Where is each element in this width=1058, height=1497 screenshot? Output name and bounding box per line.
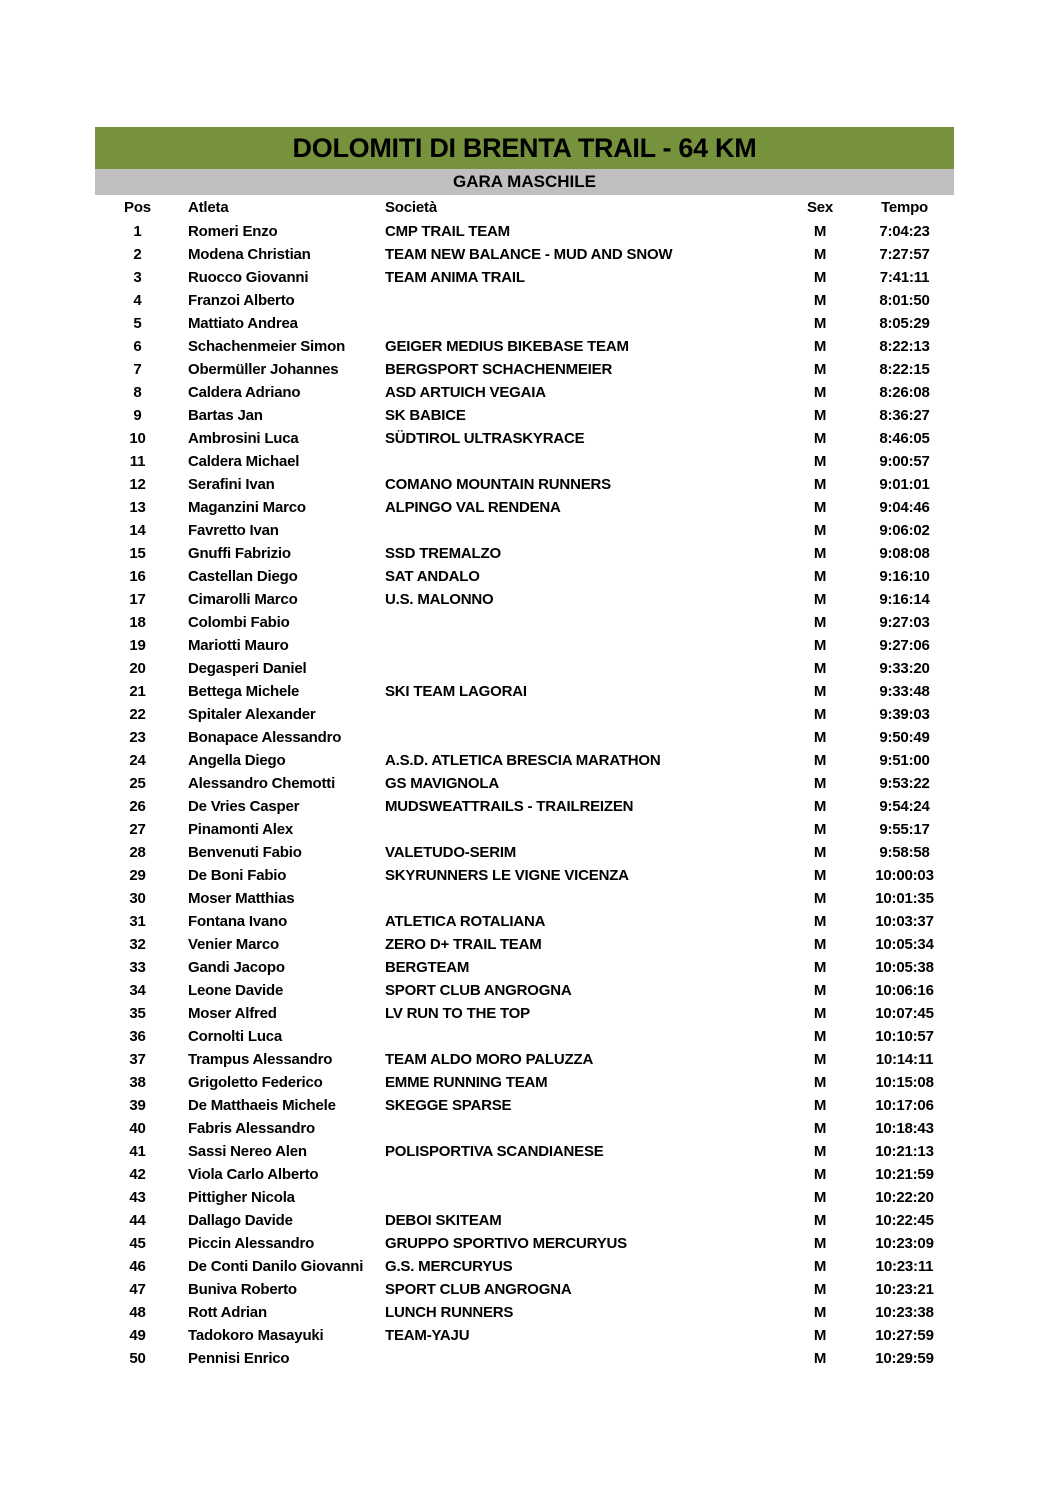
row-sex: M xyxy=(813,752,827,769)
row-societa: SSD TREMALZO xyxy=(385,545,501,562)
row-tempo: 9:00:57 xyxy=(879,453,930,470)
row-pos: 33 xyxy=(129,959,146,976)
row-pos: 50 xyxy=(129,1350,146,1367)
row-tempo: 10:21:13 xyxy=(875,1143,934,1160)
table-row xyxy=(95,611,954,634)
row-pos: 7 xyxy=(133,361,142,378)
row-tempo: 8:22:13 xyxy=(879,338,930,355)
row-societa: EMME RUNNING TEAM xyxy=(385,1074,548,1091)
row-atleta: Dallago Davide xyxy=(188,1212,293,1229)
row-atleta: Favretto Ivan xyxy=(188,522,279,539)
row-societa: COMANO MOUNTAIN RUNNERS xyxy=(385,476,611,493)
row-tempo: 10:01:35 xyxy=(875,890,934,907)
row-pos: 4 xyxy=(133,292,142,309)
row-societa: GEIGER MEDIUS BIKEBASE TEAM xyxy=(385,338,629,355)
table-row xyxy=(95,519,954,542)
row-pos: 32 xyxy=(129,936,146,953)
row-pos: 23 xyxy=(129,729,146,746)
row-pos: 14 xyxy=(129,522,146,539)
row-societa: SK BABICE xyxy=(385,407,466,424)
table-row xyxy=(95,703,954,726)
row-sex: M xyxy=(813,292,827,309)
row-pos: 27 xyxy=(129,821,146,838)
row-atleta: Fontana Ivano xyxy=(188,913,288,930)
row-societa: SPORT CLUB ANGROGNA xyxy=(385,1281,572,1298)
row-atleta: De Conti Danilo Giovanni xyxy=(188,1258,364,1275)
row-tempo: 7:27:57 xyxy=(879,246,930,263)
row-sex: M xyxy=(813,729,827,746)
row-atleta: Fabris Alessandro xyxy=(188,1120,315,1137)
row-atleta: Gandi Jacopo xyxy=(188,959,285,976)
row-societa: VALETUDO-SERIM xyxy=(385,844,517,861)
row-atleta: Leone Davide xyxy=(188,982,284,999)
row-pos: 43 xyxy=(129,1189,146,1206)
table-row xyxy=(95,1002,954,1025)
row-pos: 16 xyxy=(129,568,146,585)
row-societa: ZERO D+ TRAIL TEAM xyxy=(385,936,542,953)
row-tempo: 8:05:29 xyxy=(879,315,930,332)
row-societa: CMP TRAIL TEAM xyxy=(385,223,510,240)
row-pos: 1 xyxy=(133,223,142,240)
row-atleta: Serafini Ivan xyxy=(188,476,275,493)
table-row xyxy=(95,404,954,427)
row-pos: 37 xyxy=(129,1051,146,1068)
table-row xyxy=(95,1048,954,1071)
row-societa: TEAM NEW BALANCE - MUD AND SNOW xyxy=(385,246,673,263)
row-tempo: 10:03:37 xyxy=(875,913,934,930)
row-pos: 24 xyxy=(129,752,146,769)
row-pos: 9 xyxy=(133,407,142,424)
row-pos: 6 xyxy=(133,338,142,355)
row-societa: TEAM ALDO MORO PALUZZA xyxy=(385,1051,594,1068)
row-atleta: Obermüller Johannes xyxy=(188,361,339,378)
row-pos: 20 xyxy=(129,660,146,677)
row-atleta: Benvenuti Fabio xyxy=(188,844,302,861)
row-atleta: Mariotti Mauro xyxy=(188,637,289,654)
row-atleta: Bonapace Alessandro xyxy=(188,729,342,746)
row-pos: 28 xyxy=(129,844,146,861)
table-row xyxy=(95,1255,954,1278)
row-tempo: 10:23:38 xyxy=(875,1304,934,1321)
row-pos: 2 xyxy=(133,246,142,263)
row-pos: 12 xyxy=(129,476,146,493)
row-sex: M xyxy=(813,1143,827,1160)
race-category: GARA MASCHILE xyxy=(453,172,596,191)
row-atleta: Bartas Jan xyxy=(188,407,263,424)
header-atleta: Atleta xyxy=(188,199,229,216)
row-atleta: Mattiato Andrea xyxy=(188,315,298,332)
row-sex: M xyxy=(813,775,827,792)
row-sex: M xyxy=(813,1051,827,1068)
row-atleta: Modena Christian xyxy=(188,246,311,263)
table-row xyxy=(95,473,954,496)
row-sex: M xyxy=(813,1258,827,1275)
row-pos: 22 xyxy=(129,706,146,723)
row-tempo: 8:26:08 xyxy=(879,384,930,401)
row-atleta: De Boni Fabio xyxy=(188,867,287,884)
header-pos: Pos xyxy=(124,199,151,216)
row-atleta: Piccin Alessandro xyxy=(188,1235,315,1252)
row-atleta: Bettega Michele xyxy=(188,683,300,700)
row-sex: M xyxy=(813,890,827,907)
row-societa: BERGSPORT SCHACHENMEIER xyxy=(385,361,613,378)
table-row xyxy=(95,1094,954,1117)
table-row xyxy=(95,772,954,795)
table-row xyxy=(95,1163,954,1186)
row-societa: SÜDTIROL ULTRASKYRACE xyxy=(385,430,585,447)
table-row xyxy=(95,1071,954,1094)
row-sex: M xyxy=(813,361,827,378)
table-row xyxy=(95,887,954,910)
row-societa: DEBOI SKITEAM xyxy=(385,1212,502,1229)
row-tempo: 9:27:06 xyxy=(879,637,930,654)
row-sex: M xyxy=(813,223,827,240)
row-tempo: 10:18:43 xyxy=(875,1120,934,1137)
row-tempo: 9:08:08 xyxy=(879,545,930,562)
table-row xyxy=(95,1324,954,1347)
row-tempo: 10:22:20 xyxy=(875,1189,934,1206)
row-atleta: Degasperi Daniel xyxy=(188,660,307,677)
row-pos: 36 xyxy=(129,1028,146,1045)
row-tempo: 9:39:03 xyxy=(879,706,930,723)
row-tempo: 10:00:03 xyxy=(875,867,934,884)
header-sex: Sex xyxy=(806,199,834,216)
row-sex: M xyxy=(813,338,827,355)
row-pos: 47 xyxy=(129,1281,146,1298)
row-sex: M xyxy=(813,637,827,654)
row-tempo: 9:55:17 xyxy=(879,821,930,838)
row-atleta: Angella Diego xyxy=(188,752,286,769)
row-tempo: 10:23:09 xyxy=(875,1235,934,1252)
row-atleta: Franzoi Alberto xyxy=(188,292,295,309)
table-row xyxy=(95,220,954,243)
table-header-row xyxy=(95,195,954,220)
row-sex: M xyxy=(813,1350,827,1367)
row-atleta: Viola Carlo Alberto xyxy=(188,1166,319,1183)
row-atleta: Pinamonti Alex xyxy=(188,821,293,838)
row-societa: POLISPORTIVA SCANDIANESE xyxy=(385,1143,604,1160)
row-pos: 41 xyxy=(129,1143,146,1160)
row-tempo: 9:51:00 xyxy=(879,752,930,769)
row-atleta: Colombi Fabio xyxy=(188,614,290,631)
row-societa: U.S. MALONNO xyxy=(385,591,494,608)
row-pos: 46 xyxy=(129,1258,146,1275)
row-atleta: Spitaler Alexander xyxy=(188,706,316,723)
row-sex: M xyxy=(813,1304,827,1321)
row-atleta: De Matthaeis Michele xyxy=(188,1097,336,1114)
row-pos: 30 xyxy=(129,890,146,907)
row-sex: M xyxy=(813,706,827,723)
row-atleta: Venier Marco xyxy=(188,936,279,953)
row-sex: M xyxy=(813,568,827,585)
row-sex: M xyxy=(813,1097,827,1114)
row-sex: M xyxy=(813,936,827,953)
row-tempo: 9:27:03 xyxy=(879,614,930,631)
row-sex: M xyxy=(813,545,827,562)
row-societa: G.S. MERCURYUS xyxy=(385,1258,513,1275)
row-pos: 44 xyxy=(129,1212,146,1229)
row-atleta: Gnuffi Fabrizio xyxy=(188,545,291,562)
row-societa: ALPINGO VAL RENDENA xyxy=(385,499,561,516)
row-tempo: 7:41:11 xyxy=(879,269,930,286)
table-row xyxy=(95,1186,954,1209)
row-atleta: Maganzini Marco xyxy=(188,499,306,516)
table-row xyxy=(95,1232,954,1255)
results-table-body xyxy=(95,220,954,1370)
row-atleta: Castellan Diego xyxy=(188,568,298,585)
row-pos: 25 xyxy=(129,775,146,792)
row-atleta: Sassi Nereo Alen xyxy=(188,1143,307,1160)
row-tempo: 10:23:21 xyxy=(875,1281,934,1298)
row-tempo: 10:27:59 xyxy=(875,1327,934,1344)
table-row xyxy=(95,749,954,772)
row-societa: SKEGGE SPARSE xyxy=(385,1097,512,1114)
table-row xyxy=(95,266,954,289)
row-tempo: 9:04:46 xyxy=(879,499,930,516)
row-tempo: 9:58:58 xyxy=(879,844,930,861)
table-row xyxy=(95,910,954,933)
row-tempo: 10:10:57 xyxy=(875,1028,934,1045)
row-societa: A.S.D. ATLETICA BRESCIA MARATHON xyxy=(385,752,661,769)
row-atleta: Caldera Michael xyxy=(188,453,300,470)
row-pos: 31 xyxy=(129,913,146,930)
table-row xyxy=(95,657,954,680)
row-tempo: 9:53:22 xyxy=(879,775,930,792)
row-pos: 5 xyxy=(133,315,142,332)
table-row xyxy=(95,427,954,450)
row-atleta: Cornolti Luca xyxy=(188,1028,283,1045)
row-societa: LUNCH RUNNERS xyxy=(385,1304,514,1321)
results-document xyxy=(95,127,954,1370)
row-sex: M xyxy=(813,1074,827,1091)
row-atleta: Cimarolli Marco xyxy=(188,591,298,608)
row-atleta: Trampus Alessandro xyxy=(188,1051,333,1068)
row-sex: M xyxy=(813,407,827,424)
row-societa: GS MAVIGNOLA xyxy=(385,775,499,792)
row-tempo: 9:33:20 xyxy=(879,660,930,677)
row-tempo: 8:46:05 xyxy=(879,430,930,447)
row-societa: MUDSWEATTRAILS - TRAILREIZEN xyxy=(385,798,634,815)
row-sex: M xyxy=(813,660,827,677)
row-atleta: Rott Adrian xyxy=(188,1304,267,1321)
row-sex: M xyxy=(813,1005,827,1022)
row-atleta: Alessandro Chemotti xyxy=(188,775,336,792)
row-societa: TEAM ANIMA TRAIL xyxy=(385,269,525,286)
row-pos: 48 xyxy=(129,1304,146,1321)
row-societa: LV RUN TO THE TOP xyxy=(385,1005,530,1022)
row-sex: M xyxy=(813,982,827,999)
row-sex: M xyxy=(813,1028,827,1045)
race-category-banner xyxy=(95,169,954,195)
table-row xyxy=(95,864,954,887)
row-tempo: 10:29:59 xyxy=(875,1350,934,1367)
header-societa: Società xyxy=(385,199,437,216)
row-tempo: 10:05:38 xyxy=(875,959,934,976)
row-sex: M xyxy=(813,384,827,401)
row-sex: M xyxy=(813,1120,827,1137)
table-row xyxy=(95,588,954,611)
row-tempo: 9:50:49 xyxy=(879,729,930,746)
row-pos: 19 xyxy=(129,637,146,654)
table-row xyxy=(95,1278,954,1301)
table-row xyxy=(95,1117,954,1140)
row-pos: 3 xyxy=(133,269,142,286)
table-row xyxy=(95,289,954,312)
row-sex: M xyxy=(813,315,827,332)
row-atleta: Ambrosini Luca xyxy=(188,430,299,447)
table-row xyxy=(95,496,954,519)
row-pos: 35 xyxy=(129,1005,146,1022)
row-tempo: 10:06:16 xyxy=(875,982,934,999)
row-atleta: Romeri Enzo xyxy=(188,223,278,240)
row-tempo: 10:22:45 xyxy=(875,1212,934,1229)
table-row xyxy=(95,312,954,335)
table-row xyxy=(95,979,954,1002)
row-tempo: 10:21:59 xyxy=(875,1166,934,1183)
row-atleta: Schachenmeier Simon xyxy=(188,338,346,355)
row-pos: 38 xyxy=(129,1074,146,1091)
table-row xyxy=(95,818,954,841)
row-sex: M xyxy=(813,430,827,447)
row-sex: M xyxy=(813,1235,827,1252)
row-pos: 10 xyxy=(129,430,146,447)
row-pos: 29 xyxy=(129,867,146,884)
table-row xyxy=(95,1209,954,1232)
row-pos: 26 xyxy=(129,798,146,815)
table-row xyxy=(95,634,954,657)
row-sex: M xyxy=(813,614,827,631)
row-tempo: 10:05:34 xyxy=(875,936,934,953)
row-tempo: 8:36:27 xyxy=(879,407,930,424)
row-societa: SAT ANDALO xyxy=(385,568,480,585)
table-row xyxy=(95,381,954,404)
row-tempo: 9:54:24 xyxy=(879,798,930,815)
table-row xyxy=(95,1347,954,1370)
row-tempo: 9:33:48 xyxy=(879,683,930,700)
row-sex: M xyxy=(813,844,827,861)
row-tempo: 10:07:45 xyxy=(875,1005,934,1022)
row-pos: 34 xyxy=(129,982,146,999)
table-row xyxy=(95,542,954,565)
row-societa: TEAM-YAJU xyxy=(385,1327,470,1344)
header-tempo: Tempo xyxy=(880,199,929,216)
row-sex: M xyxy=(813,1166,827,1183)
row-atleta: Pittigher Nicola xyxy=(188,1189,295,1206)
table-row xyxy=(95,335,954,358)
row-sex: M xyxy=(813,959,827,976)
row-pos: 13 xyxy=(129,499,146,516)
row-pos: 21 xyxy=(129,683,146,700)
table-row xyxy=(95,565,954,588)
row-pos: 39 xyxy=(129,1097,146,1114)
row-societa: ATLETICA ROTALIANA xyxy=(385,913,546,930)
row-pos: 45 xyxy=(129,1235,146,1252)
row-tempo: 10:23:11 xyxy=(875,1258,934,1275)
row-pos: 18 xyxy=(129,614,146,631)
table-row xyxy=(95,450,954,473)
table-row xyxy=(95,358,954,381)
table-row xyxy=(95,726,954,749)
row-societa: GRUPPO SPORTIVO MERCURYUS xyxy=(385,1235,627,1252)
row-sex: M xyxy=(813,453,827,470)
row-sex: M xyxy=(813,1281,827,1298)
table-row xyxy=(95,933,954,956)
row-sex: M xyxy=(813,499,827,516)
row-societa: SKI TEAM LAGORAI xyxy=(385,683,527,700)
row-societa: SKYRUNNERS LE VIGNE VICENZA xyxy=(385,867,629,884)
row-atleta: Buniva Roberto xyxy=(188,1281,297,1298)
table-row xyxy=(95,795,954,818)
row-tempo: 9:16:14 xyxy=(879,591,930,608)
row-pos: 42 xyxy=(129,1166,146,1183)
row-tempo: 10:15:08 xyxy=(875,1074,934,1091)
race-title-banner xyxy=(95,127,954,169)
row-societa: ASD ARTUICH VEGAIA xyxy=(385,384,546,401)
row-sex: M xyxy=(813,591,827,608)
table-row xyxy=(95,1025,954,1048)
table-row xyxy=(95,680,954,703)
row-pos: 11 xyxy=(129,453,146,470)
row-tempo: 10:17:06 xyxy=(875,1097,934,1114)
table-row xyxy=(95,1140,954,1163)
row-tempo: 8:01:50 xyxy=(879,292,930,309)
row-pos: 17 xyxy=(129,591,146,608)
table-row xyxy=(95,956,954,979)
row-pos: 15 xyxy=(129,545,146,562)
row-tempo: 9:06:02 xyxy=(879,522,930,539)
row-tempo: 9:16:10 xyxy=(879,568,930,585)
race-title: DOLOMITI DI BRENTA TRAIL - 64 KM xyxy=(292,132,757,163)
row-pos: 8 xyxy=(133,384,142,401)
row-sex: M xyxy=(813,1327,827,1344)
row-atleta: Grigoletto Federico xyxy=(188,1074,323,1091)
row-tempo: 10:14:11 xyxy=(875,1051,934,1068)
row-atleta: Pennisi Enrico xyxy=(188,1350,290,1367)
row-tempo: 9:01:01 xyxy=(879,476,930,493)
row-atleta: Tadokoro Masayuki xyxy=(188,1327,324,1344)
row-sex: M xyxy=(813,683,827,700)
table-row xyxy=(95,1301,954,1324)
row-sex: M xyxy=(813,246,827,263)
row-atleta: Moser Alfred xyxy=(188,1005,277,1022)
row-pos: 40 xyxy=(129,1120,146,1137)
row-atleta: Moser Matthias xyxy=(188,890,295,907)
row-societa: BERGTEAM xyxy=(385,959,470,976)
row-societa: SPORT CLUB ANGROGNA xyxy=(385,982,572,999)
row-sex: M xyxy=(813,913,827,930)
row-tempo: 8:22:15 xyxy=(879,361,930,378)
row-sex: M xyxy=(813,821,827,838)
row-pos: 49 xyxy=(129,1327,146,1344)
row-sex: M xyxy=(813,269,827,286)
row-tempo: 7:04:23 xyxy=(879,223,930,240)
row-sex: M xyxy=(813,1189,827,1206)
row-sex: M xyxy=(813,522,827,539)
row-atleta: De Vries Casper xyxy=(188,798,300,815)
table-row xyxy=(95,243,954,266)
table-row xyxy=(95,841,954,864)
row-sex: M xyxy=(813,1212,827,1229)
row-sex: M xyxy=(813,476,827,493)
row-atleta: Caldera Adriano xyxy=(188,384,301,401)
row-sex: M xyxy=(813,798,827,815)
row-atleta: Ruocco Giovanni xyxy=(188,269,309,286)
row-sex: M xyxy=(813,867,827,884)
